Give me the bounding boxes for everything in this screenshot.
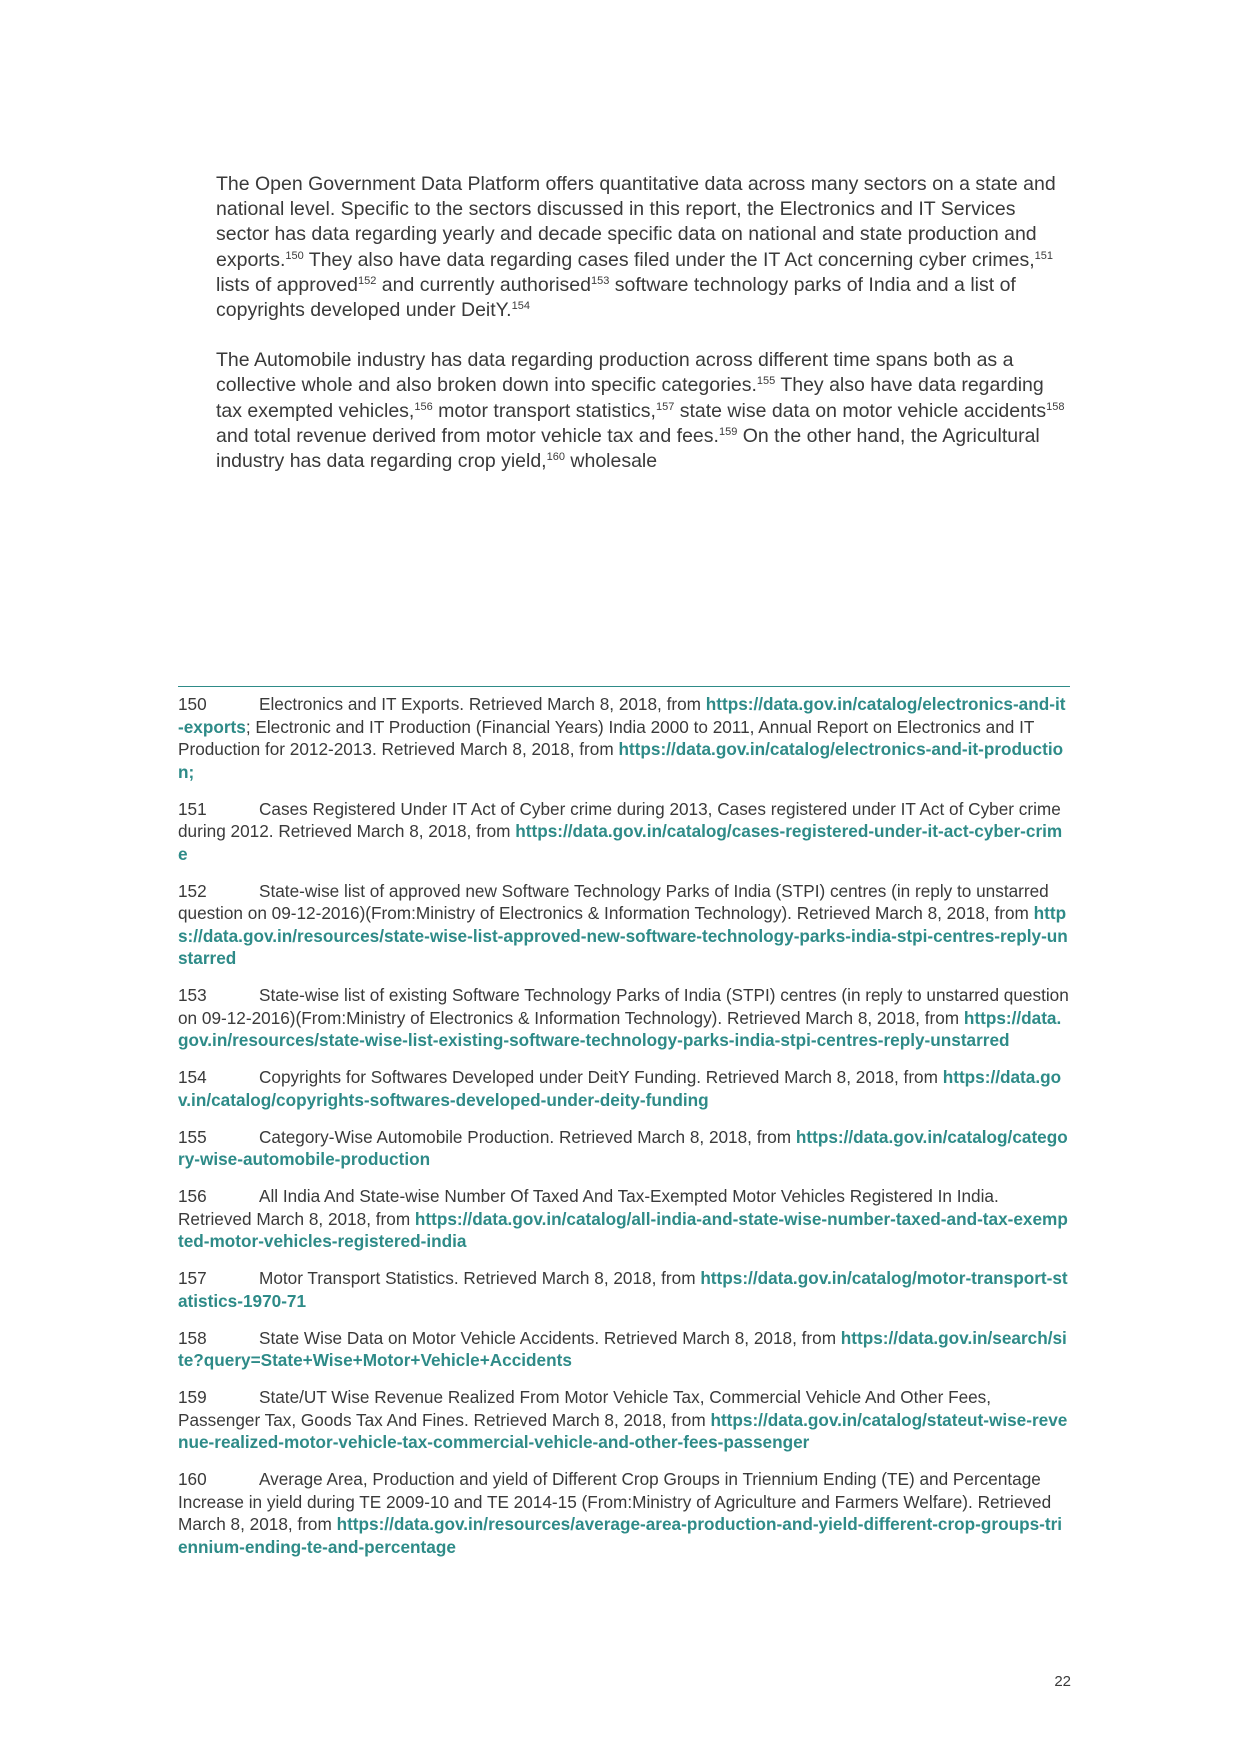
footnote-ref-154[interactable]: 154	[511, 300, 530, 313]
footnote-number: 157	[178, 1268, 207, 1288]
footnote-text: Motor Transport Statistics. Retrieved March 8, 2018, from	[259, 1268, 701, 1288]
footnote-link[interactable]: https://data.gov.in/catalog/motor-transport-statistics-1970-71	[178, 1268, 1068, 1311]
text: and currently authorised	[376, 273, 591, 296]
footnote-link[interactable]: https://data.gov.in/resources/state-wise-list-approved-new-software-technology-parks-india-stpi-centres-reply-unstarred	[178, 903, 1068, 968]
footnote-text: Cases Registered Under IT Act of Cyber crime during 2013, Cases registered under IT Act of Cyber crime during 2012. Retrieved March 8, 2018, from	[178, 798, 1061, 841]
footnote-ref-157[interactable]: 157	[655, 400, 675, 413]
footnote-ref-155[interactable]: 155	[756, 375, 776, 388]
footnote-number: 156	[178, 1186, 207, 1206]
footnote-text: State Wise Data on Motor Vehicle Accidents. Retrieved March 8, 2018, from	[259, 1327, 841, 1348]
footnote-number: 151	[178, 798, 207, 819]
footnote-link[interactable]: https://data.gov.in/catalog/cases-registered-under-it-act-cyber-crime	[178, 821, 1063, 864]
footnote-ref-159[interactable]: 159	[718, 425, 738, 438]
footnote-156	[178, 1185, 1070, 1253]
text: state wise data on motor vehicle accidents	[674, 399, 1047, 422]
footnote-number: 154	[178, 1067, 207, 1087]
footnote-number: 158	[178, 1327, 207, 1348]
text: wholesale	[564, 450, 658, 473]
footnote-link[interactable]: https://data.gov.in/resources/state-wise-list-existing-software-technology-parks-india-stpi-centres-reply-unstarred	[178, 1007, 1062, 1050]
footnote-link[interactable]: https://data.gov.in/search/site?query=State+Wise+Motor+Vehicle+Accidents	[178, 1327, 1067, 1370]
footnote-ref-151[interactable]: 151	[1034, 249, 1054, 262]
text: The Automobile industry has data regarding production across different time spans both as a collective whole and also broken down into specific categories.	[216, 349, 1014, 397]
footnote-ref-156[interactable]: 156	[414, 400, 433, 413]
footnote-ref-150[interactable]: 150	[285, 249, 304, 262]
footnote-text: State-wise list of approved new Software Technology Parks of India (STPI) centres (in reply to unstarred question on 09-12-2016)(From:Ministry of Electronics & Information Technology). Retrieved March 8, 2018, from	[178, 880, 1049, 923]
footnote-159	[178, 1386, 1070, 1454]
footnote-ref-153[interactable]: 153	[590, 274, 610, 287]
footnote-text: Average Area, Production and yield of Different Crop Groups in Triennium Ending (TE) and Percentage Increase in yield during TE 2009-10 and TE 2014-15 (From:Ministry of Agriculture and Farmers Welfare). Retrieved March 8, 2018, from	[178, 1469, 1052, 1534]
footnote-160	[178, 1468, 1070, 1558]
footnote-link[interactable]: https://data.gov.in/catalog/category-wise-automobile-production	[178, 1126, 1068, 1169]
footnote-number: 150	[178, 694, 207, 714]
footnote-divider	[178, 686, 1070, 687]
footnote-153	[178, 984, 1070, 1052]
footnote-152	[178, 880, 1070, 970]
footnote-150	[178, 693, 1070, 783]
footnote-text: Category-Wise Automobile Production. Retrieved March 8, 2018, from	[259, 1126, 796, 1147]
footnote-155	[178, 1126, 1070, 1171]
footnote-link[interactable]: https://data.gov.in/catalog/stateut-wise-revenue-realized-motor-vehicle-tax-commercial-vehicle-and-other-fees-passenger	[178, 1409, 1068, 1452]
body-text	[216, 172, 1066, 499]
footnote-ref-158[interactable]: 158	[1046, 400, 1065, 413]
footnote-text: Electronics and IT Exports. Retrieved March 8, 2018, from	[259, 694, 706, 714]
footnote-link[interactable]: https://data.gov.in/catalog/copyrights-softwares-developed-under-deity-funding	[178, 1067, 1062, 1110]
footnote-text: ; Electronic and IT Production (Financial Years) India 2000 to 2011, Annual Report on Electronics and IT Production for 2012-2013. Retrieved March 8, 2018, from	[178, 716, 1035, 759]
footnote-number: 152	[178, 880, 207, 901]
footnote-157	[178, 1267, 1070, 1312]
footnote-link[interactable]: https://data.gov.in/resources/average-area-production-and-yield-different-crop-groups-triennium-ending-te-and-percentage	[178, 1514, 1063, 1557]
footnote-text: All India And State-wise Number Of Taxed And Tax-Exempted Motor Vehicles Registered In India. Retrieved March 8, 2018, from	[178, 1186, 999, 1229]
footnote-151	[178, 798, 1070, 866]
text: lists of approved	[216, 273, 358, 296]
text: and total revenue derived from motor vehicle tax and fees.	[216, 424, 719, 447]
footnote-number: 155	[178, 1126, 207, 1147]
footnote-link[interactable]: https://data.gov.in/catalog/electronics-and-it-production;	[178, 739, 1064, 782]
footnote-text: Copyrights for Softwares Developed under DeitY Funding. Retrieved March 8, 2018, from	[259, 1067, 943, 1087]
footnote-number: 159	[178, 1387, 207, 1407]
footnote-number: 160	[178, 1469, 207, 1489]
footnote-ref-160[interactable]: 160	[546, 451, 565, 464]
text: They also have data regarding tax exempted vehicles,	[216, 374, 1044, 422]
text: software technology parks of India and a list of copyrights developed under DeitY.	[216, 273, 1016, 322]
footnote-link[interactable]: https://data.gov.in/catalog/all-india-and-state-wise-number-taxed-and-tax-exempted-motor-vehicles-registered-india	[178, 1208, 1068, 1251]
paragraph-open-data	[216, 172, 1066, 323]
text: They also have data regarding cases filed under the IT Act concerning cyber crimes,	[303, 248, 1035, 271]
footnote-158	[178, 1327, 1070, 1372]
footnote-link[interactable]: https://data.gov.in/catalog/electronics-and-it-exports	[178, 694, 1066, 737]
footnotes	[178, 693, 1070, 1573]
page-number: 22	[1054, 1673, 1071, 1690]
text: On the other hand, the Agricultural industry has data regarding crop yield,	[216, 424, 1040, 473]
footnote-154	[178, 1066, 1070, 1111]
text: The Open Government Data Platform offers quantitative data across many sectors on a state and national level. Specific to the sectors discussed in this report, the Electronics and IT Services sector has data regarding yearly and decade specific data on national and state production and exports.	[216, 173, 1056, 271]
footnote-ref-152[interactable]: 152	[358, 274, 377, 287]
text: motor transport statistics,	[432, 399, 656, 422]
footnote-text: State/UT Wise Revenue Realized From Motor Vehicle Tax, Commercial Vehicle And Other Fees, Passenger Tax, Goods Tax And Fines. Retrieved March 8, 2018, from	[178, 1387, 992, 1430]
paragraph-automobile	[216, 348, 1066, 474]
footnote-number: 153	[178, 985, 207, 1005]
footnote-text: State-wise list of existing Software Technology Parks of India (STPI) centres (in reply to unstarred question on 09-12-2016)(From:Ministry of Electronics & Information Technology). Retrieved March 8, 2018, from	[178, 985, 1069, 1028]
